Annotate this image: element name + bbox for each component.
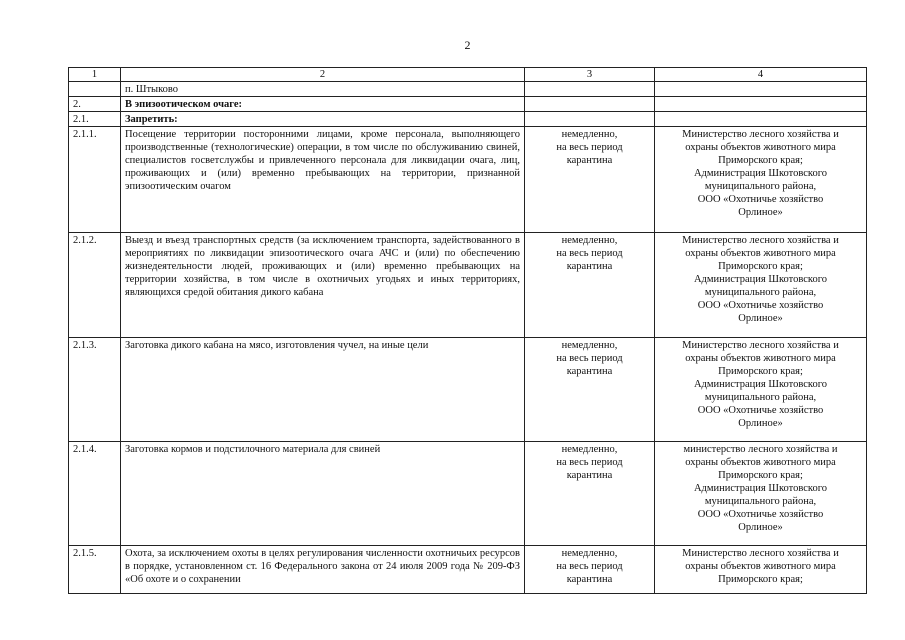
- timing-cell: [525, 233, 655, 338]
- responsible-line: охраны объектов животного мира: [685, 142, 836, 153]
- table-row: [69, 233, 867, 338]
- responsible-line: охраны объектов животного мира: [685, 561, 836, 572]
- row-number: 2.1.4.: [69, 442, 121, 546]
- responsible-line: Орлиное»: [738, 418, 783, 429]
- responsible-line: Администрация Шкотовского: [693, 379, 828, 390]
- responsible-line: Приморского края;: [718, 470, 803, 481]
- measure-text: Охота, за исключением охоты в целях регулирования численности охотничьих ресурсов в порядке, установленном ст. 16 Федерального закона от 24 июля 2009 года № 209-ФЗ «Об охоте и о сохранении: [121, 546, 525, 594]
- responsible-line: ООО «Охотничье хозяйство: [697, 405, 824, 416]
- responsible-cell: [655, 127, 867, 233]
- timing-line: на весь период: [556, 561, 623, 572]
- subsection-title: Запретить:: [121, 112, 525, 127]
- timing-cell: [525, 127, 655, 233]
- timing-line: немедленно,: [561, 444, 618, 455]
- measure-text: Заготовка кормов и подстилочного материала для свиней: [121, 442, 525, 546]
- timing-line: немедленно,: [561, 129, 618, 140]
- responsible-line: Орлиное»: [738, 522, 783, 533]
- table-row: [69, 546, 867, 594]
- timing-line: немедленно,: [561, 340, 618, 351]
- responsible-line: министерство лесного хозяйства и: [683, 444, 838, 455]
- section-number: 2.: [69, 97, 121, 112]
- timing-line: карантина: [566, 366, 613, 377]
- timing-cell: [525, 442, 655, 546]
- timing-line: карантина: [566, 261, 613, 272]
- header-cell-3: 3: [525, 68, 655, 82]
- timing-line: на весь период: [556, 457, 623, 468]
- responsible-line: Администрация Шкотовского: [693, 168, 828, 179]
- header-cell-1: 1: [69, 68, 121, 82]
- responsible-line: охраны объектов животного мира: [685, 248, 836, 259]
- measures-table: [68, 67, 867, 594]
- place-name: п. Штыково: [121, 82, 525, 97]
- timing-line: немедленно,: [561, 548, 618, 559]
- timing-line: на весь период: [556, 248, 623, 259]
- place-row: [69, 82, 867, 97]
- responsible-line: Приморского края;: [718, 261, 803, 272]
- section-title: В эпизоотическом очаге:: [121, 97, 525, 112]
- section-row: [69, 97, 867, 112]
- responsible-line: охраны объектов животного мира: [685, 457, 836, 468]
- responsible-cell: [655, 546, 867, 594]
- timing-line: на весь период: [556, 142, 623, 153]
- responsible-line: муниципального района,: [704, 181, 817, 192]
- row-number: 2.1.1.: [69, 127, 121, 233]
- responsible-cell: [655, 338, 867, 442]
- row-number: 2.1.3.: [69, 338, 121, 442]
- measure-text: Посещение территории посторонними лицами, кроме персонала, выполняющего производственные (технологические) операции, в том числе по обслуживанию свиней, специалистов госветслужбы и привлеченного персонала для ликвидации очага, лиц, проживающих и (или) временно пребывающих на территории, признанной эпизоотическим очагом: [121, 127, 525, 233]
- responsible-line: ООО «Охотничье хозяйство: [697, 509, 824, 520]
- responsible-line: охраны объектов животного мира: [685, 353, 836, 364]
- responsible-line: Министерство лесного хозяйства и: [682, 129, 839, 140]
- measure-text: Заготовка дикого кабана на мясо, изготовления чучел, на иные цели: [121, 338, 525, 442]
- measure-text: Выезд и въезд транспортных средств (за исключением транспорта, задействованного в мероприятиях по ликвидации эпизоотического очага АЧС и (или) по обеспечению жизнедеятельности людей, проживающих и (или) временно пребывающих на территории хозяйства, в том числе в охотничьих угодьях и иных территориях, являющихся средой обитания дикого кабана: [121, 233, 525, 338]
- responsible-line: Орлиное»: [738, 313, 783, 324]
- timing-line: карантина: [566, 470, 613, 481]
- subsection-number: 2.1.: [69, 112, 121, 127]
- timing-line: карантина: [566, 155, 613, 166]
- responsible-cell: [655, 442, 867, 546]
- timing-line: немедленно,: [561, 235, 618, 246]
- responsible-line: Министерство лесного хозяйства и: [682, 235, 839, 246]
- header-cell-2: 2: [121, 68, 525, 82]
- responsible-line: Администрация Шкотовского: [693, 274, 828, 285]
- responsible-line: Министерство лесного хозяйства и: [682, 548, 839, 559]
- responsible-line: Приморского края;: [718, 155, 803, 166]
- responsible-line: Министерство лесного хозяйства и: [682, 340, 839, 351]
- timing-line: на весь период: [556, 353, 623, 364]
- table-row: [69, 127, 867, 233]
- responsible-cell: [655, 233, 867, 338]
- page-number: 2: [464, 38, 471, 52]
- responsible-line: ООО «Охотничье хозяйство: [697, 194, 824, 205]
- subsection-row: [69, 112, 867, 127]
- responsible-line: Орлиное»: [738, 207, 783, 218]
- timing-cell: [525, 338, 655, 442]
- responsible-line: Приморского края;: [718, 366, 803, 377]
- responsible-line: муниципального района,: [704, 496, 817, 507]
- responsible-line: муниципального района,: [704, 392, 817, 403]
- responsible-line: муниципального района,: [704, 287, 817, 298]
- row-number: 2.1.2.: [69, 233, 121, 338]
- timing-cell: [525, 546, 655, 594]
- responsible-line: Приморского края;: [718, 574, 803, 585]
- table-header-row: [69, 68, 867, 82]
- responsible-line: ООО «Охотничье хозяйство: [697, 300, 824, 311]
- timing-line: карантина: [566, 574, 613, 585]
- table-row: [69, 442, 867, 546]
- table-row: [69, 338, 867, 442]
- row-number: 2.1.5.: [69, 546, 121, 594]
- responsible-line: Администрация Шкотовского: [693, 483, 828, 494]
- header-cell-4: 4: [655, 68, 867, 82]
